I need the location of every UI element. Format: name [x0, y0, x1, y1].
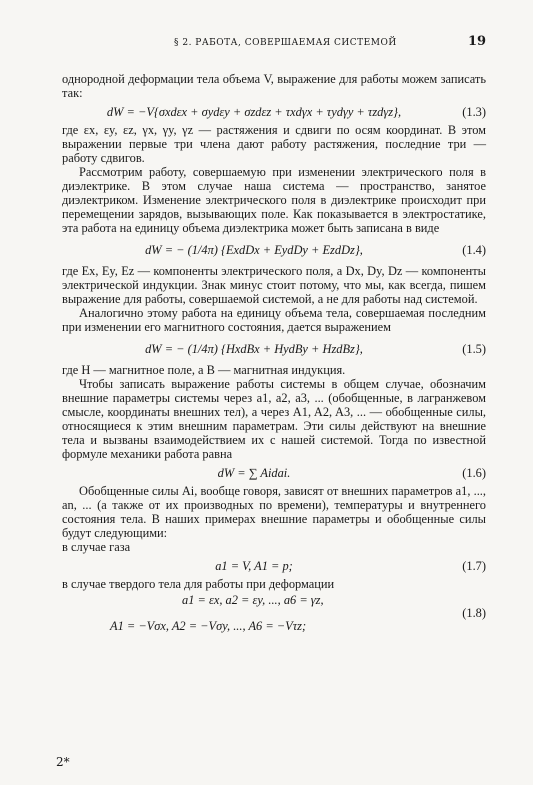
paragraph-1: однородной деформации тела объема V, выражение для работы можем записать так: — [62, 72, 486, 100]
equation-formula: dW = − (1/4π) {HxdBx + HydBy + HzdBz}, — [145, 342, 363, 356]
equation-1-3 — [62, 105, 486, 119]
equation-number: (1.8) — [462, 606, 486, 620]
equation-1-6 — [62, 466, 486, 480]
equation-number: (1.5) — [462, 342, 486, 356]
paragraph-10: в случае твердого тела для работы при деформации — [62, 577, 335, 591]
equation-1-7 — [62, 559, 486, 573]
paragraph-2: где εx, εy, εz, γx, γy, γz — растяжения и сдвиги по осям координат. В этом выражении первые три члена дают работу растяжения, последние три — работу сдвигов. — [62, 123, 486, 165]
paragraph-5: Аналогично этому работа на единицу объема тела, совершаемая последним при изменении его магнитного состояния, дается выражением — [62, 306, 486, 334]
paragraph-4: где Ex, Ey, Ez — компоненты электрического поля, а Dx, Dy, Dz — компоненты электрической индукции. Знак минус стоит потому, что мы, как всегда, пишем выражение для работы, совершаемой системой, а не для работы над системой. — [62, 264, 486, 306]
paragraph-6: где H — магнитное поле, а B — магнитная индукция. — [62, 363, 346, 377]
equation-line-parameters: a1 = εx, a2 = εy, ..., a6 = γz, — [182, 593, 324, 607]
equation-formula: dW = ∑ Aidai. — [217, 466, 291, 480]
equation-formula: dW = −V{σxdεx + σydεy + σzdεz + τxdγx + τydγy + τzdγz}, — [106, 105, 402, 119]
equation-number: (1.7) — [462, 559, 486, 573]
equation-number: (1.4) — [462, 243, 486, 257]
signature-mark: 2* — [56, 755, 70, 769]
equation-1-5 — [62, 342, 486, 356]
equation-1-8 — [62, 593, 486, 637]
paragraph-3: Рассмотрим работу, совершаемую при изменении электрического поля в диэлектрике. В этом случае наша система — пространство, занятое диэлектриком. Изменение электрического поля в диэлектрике происходит при перемещении зарядов, вызывающих поле. Как показывается в электростатике, эта работа на единицу объема диэлектрика может быть записана в виде — [62, 165, 486, 235]
paragraph-7: Чтобы записать выражение работы системы в общем случае, обозначим внешние параметры системы через a1, a2, a3, ... (обобщенные, в лагранжевом смысле, координаты внешних тел), а через A1, A2, A3, ... — обобщенные силы, относящиеся к этим внешним параметрам. Эти силы действуют на внешние тела и вызваны взаимодействием их с нашей системой. Тогда по известной формуле механики работа равна — [62, 377, 486, 461]
equation-1-4 — [62, 243, 486, 257]
paragraph-9: в случае газа — [62, 540, 131, 554]
equation-formula: dW = − (1/4π) {ExdDx + EydDy + EzdDz}, — [145, 243, 363, 257]
equation-number: (1.3) — [462, 105, 486, 119]
page-number: 19 — [468, 34, 487, 49]
equation-number: (1.6) — [462, 466, 486, 480]
equation-line-forces: A1 = −Vσx, A2 = −Vσy, ..., A6 = −Vτz; — [110, 619, 307, 633]
page-body — [62, 72, 486, 637]
running-head: § 2. РАБОТА, СОВЕРШАЕМАЯ СИСТЕМОЙ — [174, 38, 397, 48]
equation-formula: a1 = V, A1 = p; — [215, 559, 293, 573]
paragraph-8: Обобщенные силы Ai, вообще говоря, зависят от внешних параметров a1, ..., an, ... (а также от их производных по времени), температуры и внутреннего состояния тела. В наших примерах внешние параметры и обобщенные силы будут следующими: — [62, 484, 486, 540]
